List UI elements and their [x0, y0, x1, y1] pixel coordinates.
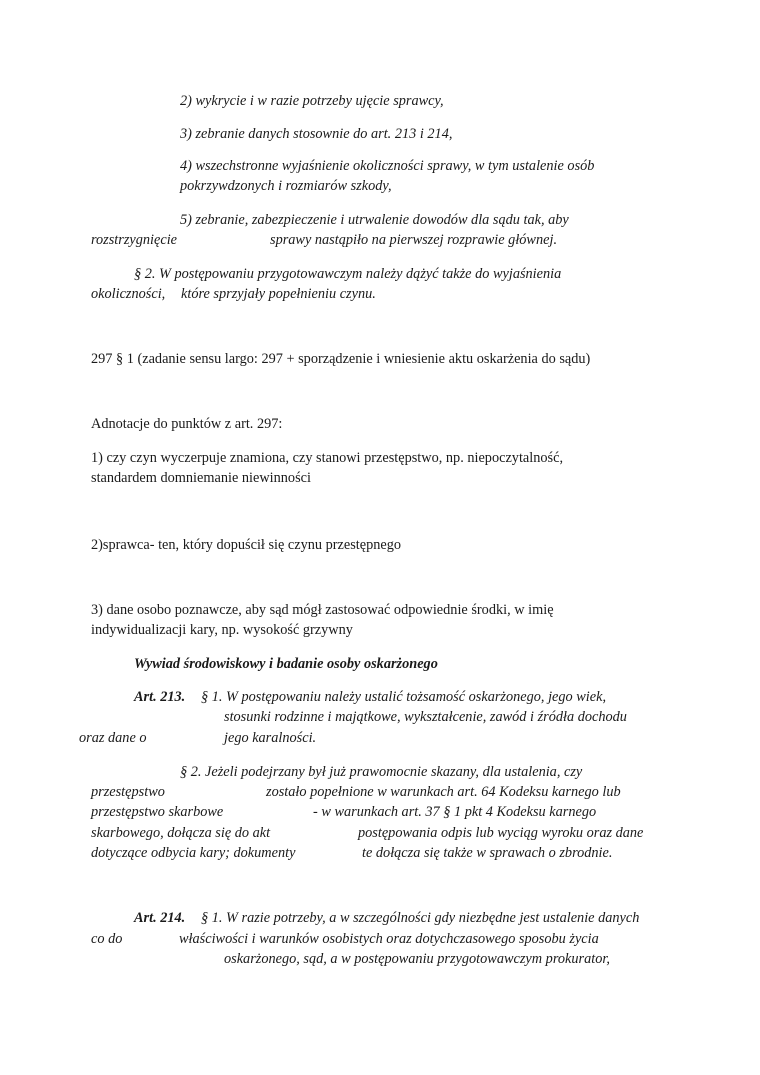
art214-label: Art. 214. [134, 910, 186, 926]
list-item-2: 2) wykrycie i w razie potrzeby ujęcie sprawcy, [180, 93, 444, 109]
par2-line1: § 2. W postępowaniu przygotowawczym należy dążyć także do wyjaśnienia [134, 266, 562, 282]
art214-par1-line1: § 1. W razie potrzeby, a w szczególności gdy niezbędne jest ustalenie danych [201, 910, 640, 926]
list-item-4-line2: pokrzywdzonych i rozmiarów szkody, [180, 178, 392, 194]
annotation-1-line1: 1) czy czyn wyczerpuje znamiona, czy stanowi przestępstwo, np. niepoczytalność, [91, 450, 564, 466]
art214-par1-line3: oskarżonego, sąd, a w postępowaniu przygotowawczym prokurator, [224, 951, 610, 967]
art213-par2-line5a: dotyczące odbycia kary; dokumenty [91, 845, 296, 861]
art213-par2-line5b: te dołącza się także w sprawach o zbrodnie. [362, 845, 613, 861]
art213-par2-line4b: postępowania odpis lub wyciąg wyroku oraz dane [358, 825, 644, 841]
list-item-5-line2a: rozstrzygnięcie [91, 232, 178, 248]
annotation-1-line2: standardem domniemanie niewinności [91, 470, 311, 486]
art213-par1-line2: stosunki rodzinne i majątkowe, wykształcenie, zawód i źródła dochodu [224, 709, 627, 725]
art213-par2-line1: § 2. Jeżeli podejrzany był już prawomocnie skazany, dla ustalenia, czy [180, 764, 583, 780]
art214-par1-line2b: właściwości i warunków osobistych oraz dotychczasowego sposobu życia [179, 931, 599, 947]
art213-par2-line3a: przestępstwo skarbowe [91, 804, 224, 820]
art213-par2-line4a: skarbowego, dołącza się do akt [91, 825, 271, 841]
art213-par1-line3b: jego karalności. [224, 730, 317, 746]
note-297: 297 § 1 (zadanie sensu largo: 297 + sporządzenie i wniesienie aktu oskarżenia do sądu) [91, 351, 591, 367]
annotation-2: 2)sprawca- ten, który dopuścił się czynu przestępnego [91, 537, 402, 553]
section-title: Wywiad środowiskowy i badanie osoby oskarżonego [134, 656, 438, 672]
par2-line2a: okoliczności, [91, 286, 166, 302]
annotation-3-line2: indywidualizacji kary, np. wysokość grzywny [91, 622, 353, 638]
list-item-4-line1: 4) wszechstronne wyjaśnienie okoliczności sprawy, w tym ustalenie osób [180, 158, 595, 174]
list-item-3: 3) zebranie danych stosownie do art. 213 i 214, [180, 126, 453, 142]
list-item-5-line1: 5) zebranie, zabezpieczenie i utrwalenie dowodów dla sądu tak, aby [180, 212, 569, 228]
annotation-3-line1: 3) dane osobo poznawcze, aby sąd mógł zastosować odpowiednie środki, w imię [91, 602, 554, 618]
art213-par1-line1: § 1. W postępowaniu należy ustalić tożsamość oskarżonego, jego wiek, [201, 689, 607, 705]
art213-par2-line2b: zostało popełnione w warunkach art. 64 Kodeksu karnego lub [266, 784, 621, 800]
art213-label: Art. 213. [134, 689, 186, 705]
par2-line2b: które sprzyjały popełnieniu czynu. [181, 286, 376, 302]
annotations-heading: Adnotacje do punktów z art. 297: [91, 416, 283, 432]
art213-par2-line3b: - w warunkach art. 37 § 1 pkt 4 Kodeksu karnego [313, 804, 597, 820]
art214-par1-line2a: co do [91, 931, 123, 947]
art213-par1-line3a: oraz dane o [79, 730, 147, 746]
art213-par2-line2a: przestępstwo [91, 784, 165, 800]
list-item-5-line2b: sprawy nastąpiło na pierwszej rozprawie głównej. [270, 232, 558, 248]
